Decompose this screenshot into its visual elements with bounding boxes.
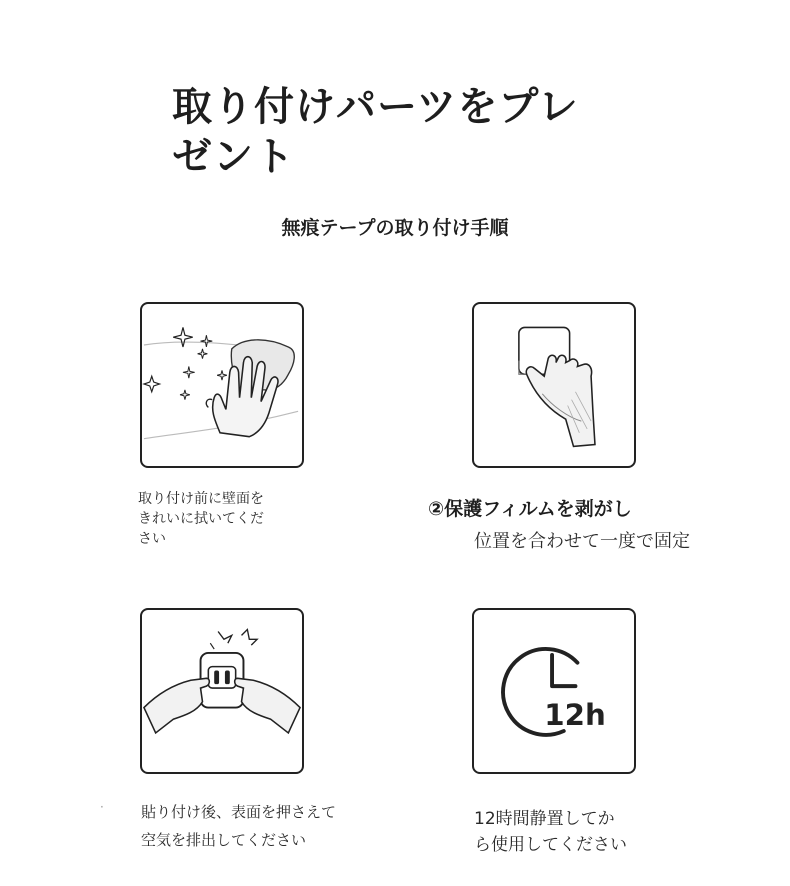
step-1-card (140, 302, 304, 468)
step-3-line: 空気を排出してください (141, 831, 307, 849)
step-2-title: ②保護フィルムを剥がし (428, 498, 632, 520)
step-1-line: きれいに拭いてくだ (138, 511, 264, 527)
peel-film-hand-icon (474, 304, 634, 466)
section-subtitle: 無痕テープの取り付け手順 (281, 217, 509, 239)
step-2-subtitle: 位置を合わせて一度で固定 (474, 531, 690, 552)
step-1-caption (138, 489, 318, 549)
title-line-1: 取り付けパーツをプレ (172, 84, 579, 130)
step-3-line: 貼り付け後、表面を押さえて (141, 803, 337, 821)
step-3-card (140, 608, 304, 774)
step-4-card (472, 608, 636, 774)
step-3-caption (141, 798, 421, 854)
page-title (172, 82, 612, 182)
step-1-line: さい (138, 531, 166, 547)
press-hook-hands-icon (142, 610, 302, 772)
title-line-2: ゼント (172, 134, 295, 180)
step-1-line: 取り付け前に壁面を (138, 491, 264, 507)
cleaning-hand-icon (142, 304, 302, 466)
step-4-caption (474, 806, 774, 858)
step-4-line: ら使用してください (474, 835, 627, 855)
step-4-line: 12時間静置してか (474, 809, 615, 829)
decorative-speck: · (100, 800, 104, 814)
clock-label: 12h (544, 698, 606, 733)
step-2-card (472, 302, 636, 468)
clock-12h-icon (474, 610, 634, 772)
